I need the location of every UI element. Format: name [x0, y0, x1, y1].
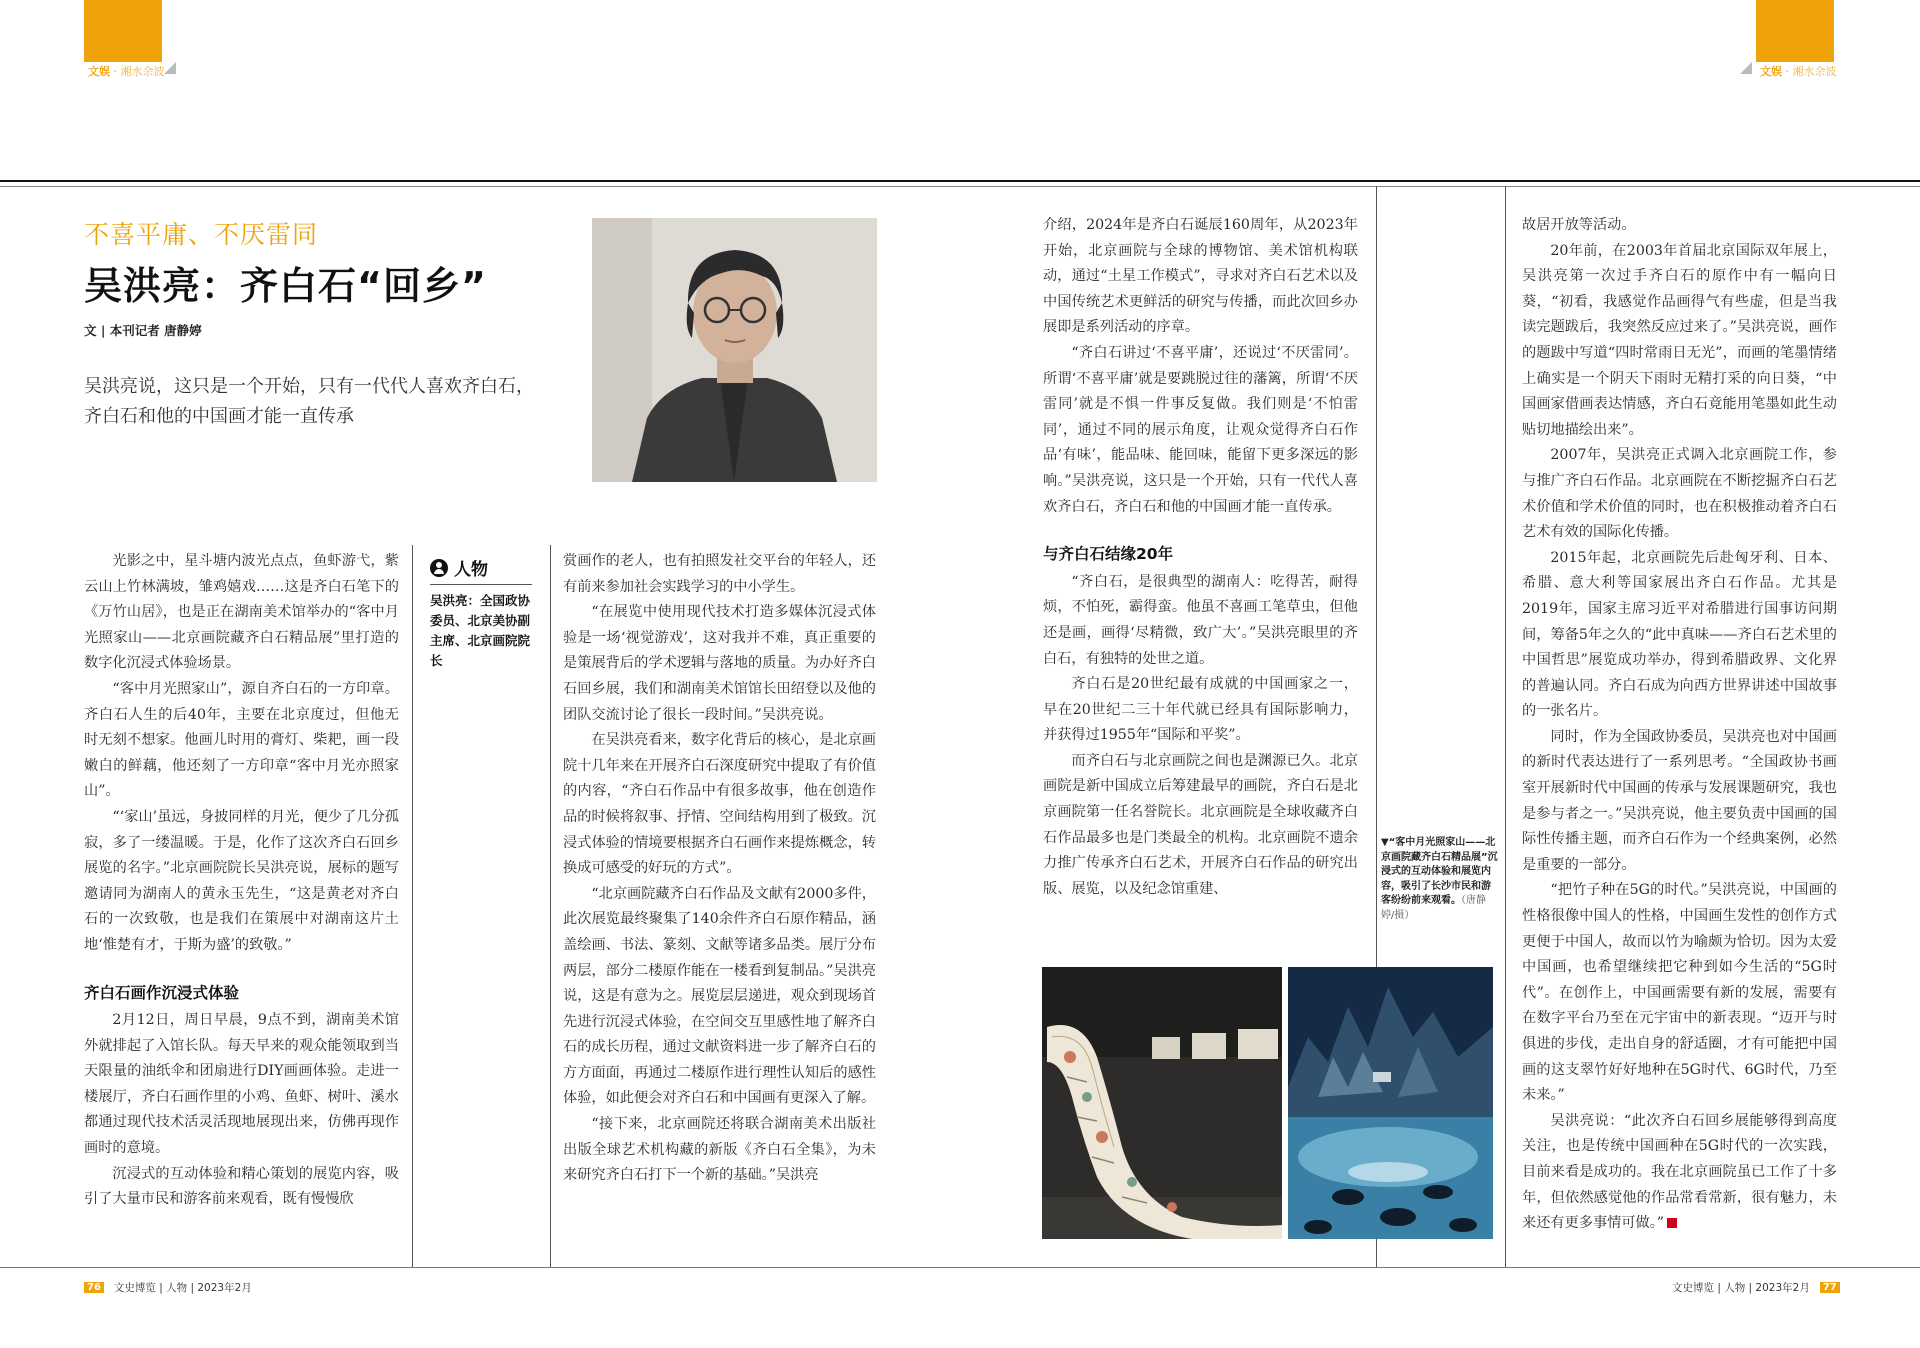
- article-title: 吴洪亮：齐白石“回乡”: [84, 264, 487, 308]
- article-column-2: [563, 549, 876, 1189]
- article-kicker: 不喜平庸、不厌雷同: [84, 220, 319, 249]
- person-icon: [430, 559, 448, 577]
- exhibition-photo-scroll: [1042, 967, 1282, 1239]
- header-tab-left: [84, 0, 162, 62]
- paragraph: “‘家山’虽远，身披同样的月光，便少了几分孤寂，多了一缕温暖。于是，化作了这次齐白石回乡展览的名字。”北京画院院长吴洪亮说，展标的题写邀请同为湖南人的黄永玉先生，“这是黄老对齐白石的一次致敬，也是我们在策展中对湖南这片土地‘惟楚有才，于斯为盛’的致敬。”: [84, 808, 399, 953]
- article-column-4: [1522, 213, 1837, 1237]
- paragraph: “齐白石，是很典型的湖南人：吃得苦，耐得烦，不怕死，霸得蛮。他虽不喜画工笔草虫，但他还是画，画得‘尽精微，致广大’。”吴洪亮眼里的齐白石，有独特的处世之道。: [1043, 573, 1358, 667]
- sidebar-heading: 人物: [454, 560, 488, 580]
- paragraph: 故居开放等活动。: [1522, 217, 1636, 233]
- footer-right: [1672, 1280, 1840, 1295]
- paragraph: 赏画作的老人，也有拍照发社交平台的年轻人，还有前来参加社会实践学习的中小学生。: [563, 553, 876, 595]
- paragraph: “客中月光照家山”，源自齐白石的一方印章。齐白石人生的后40年，主要在北京度过，但他无时无刻不想家。他画儿时用的膏灯、柴耙，画一段嫩白的鲜藕，他还刻了一方印章“客中月光亦照家山”。: [84, 680, 399, 800]
- footer-text-left: 文史博览 | 人物 | 2023年2月: [113, 1282, 252, 1294]
- sidebar-text: 吴洪亮：全国政协委员、北京美协副主席、北京画院院长: [430, 593, 531, 668]
- divider-2: [550, 545, 551, 1267]
- exhibition-photo-immersive: [1288, 967, 1493, 1239]
- header-tab-right: [1756, 0, 1834, 62]
- paragraph: 2015年起，北京画院先后赴匈牙利、日本、希腊、意大利等国家展出齐白石作品。尤其是2019年，国家主席习近平对希腊进行国事访问期间，筹备5年之久的“此中真味——齐白石艺术里的中国哲思”展览成功举办，得到希腊政界、文化界的普遍认同。齐白石成为向西方世界讲述中国故事的一张名片。: [1522, 549, 1837, 720]
- paragraph: 吴洪亮说：“此次齐白石回乡展能够得到高度关注，也是传统中国画种在5G时代的一次实践，目前来看是成功的。我在北京画院虽已工作了十多年，但依然感觉他的作品常看常新，很有魅力，未来还有更多事情可做。”: [1522, 1112, 1837, 1232]
- end-mark-icon: [1667, 1218, 1677, 1228]
- header-section-right: 文娱 · 湘水余波: [1760, 65, 1837, 78]
- footer-left: [84, 1280, 252, 1295]
- paragraph: 沉浸式的互动体验和精心策划的展览内容，吸引了大量市民和游客前来观看，既有慢慢欣: [84, 1165, 399, 1208]
- top-rule-thin: [0, 186, 1920, 187]
- article-column-3: [1043, 213, 1358, 902]
- paragraph: “北京画院藏齐白石作品及文献有2000多件，此次展览最终聚集了140余件齐白石原作精品，涵盖绘画、书法、篆刻、文献等诸多品类。展厅分布两层，部分二楼原作能在一楼看到复制品。”吴洪亮说，这是有意为之。展览层层递进，观众到现场首先进行沉浸式体验，在空间交互里感性地了解齐白石的成长历程，通过文献资料进一步了解齐白石的方方面面，再通过二楼原作进行理性认知后的感性体验，如此便会对齐白石和中国画有更深入了解。: [563, 885, 876, 1107]
- divider-4: [1505, 186, 1506, 1267]
- paragraph: 介绍，2024年是齐白石诞辰160周年，从2023年开始，北京画院与全球的博物馆、美术馆机构联动，通过“土星工作模式”，寻求对齐白石艺术以及中国传统艺术更鲜活的研究与传播，而此次回乡办展即是系列活动的序章。: [1043, 217, 1358, 336]
- header-fold-left: [164, 62, 176, 74]
- header-section-left: 文娱 · 湘水余波: [88, 65, 165, 78]
- bottom-rule: [0, 1267, 1920, 1268]
- section-heading: 与齐白石结缘20年: [1043, 545, 1174, 564]
- section-heading: 齐白石画作沉浸式体验: [84, 983, 240, 1002]
- article-byline: 文 | 本刊记者 唐静婷: [84, 323, 202, 338]
- paragraph: 20年前，在2003年首届北京国际双年展上，吴洪亮第一次过手齐白石的原作中有一幅向日葵，“初看，我感觉作品画得气有些虚，但是当我读完题跋后，我突然反应过来了。”吴洪亮说，画作的题跋中写道“四时常雨日无光”，而画的笔墨情绪上确实是一个阴天下雨时无精打采的向日葵，“中国画家借画表达情感，齐白石竟能用笔墨如此生动贴切地描绘出来”。: [1522, 242, 1837, 438]
- paragraph: 2月12日，周日早晨，9点不到，湖南美术馆外就排起了入馆长队。每天早来的观众能领取到当天限量的油纸伞和团扇进行DIY画画体验。走进一楼展厅，齐白石画作里的小鸡、鱼虾、树叶、溪水都通过现代技术活灵活现地展现出来，仿佛再现作画时的意境。: [84, 1012, 399, 1157]
- paragraph: 同时，作为全国政协委员，吴洪亮也对中国画的新时代表达进行了一系列思考。“全国政协书画室开展新时代中国画的传承与发展课题研究，我也是参与者之一。”吴洪亮说，他主要负责中国画的国际性传播主题，而齐白石作为一个经典案例，必然是重要的一部分。: [1522, 728, 1837, 873]
- paragraph: “齐白石讲过‘不喜平庸’，还说过‘不厌雷同’。所谓‘不喜平庸’就是要跳脱过往的藩篱，所谓‘不厌雷同’就是不惧一件事反复做。我们则是‘不怕雷同’，通过不同的展示角度，让观众觉得齐白石作品‘有味’，能品味、能回味，能留下更多深远的影响。”吴洪亮说，这只是一个开始，只有一代代人喜欢齐白石，齐白石和他的中国画才能一直传承。: [1043, 344, 1358, 515]
- person-sidebar: [430, 555, 532, 671]
- paragraph: “在展览中使用现代技术打造多媒体沉浸式体验是一场‘视觉游戏’，这对我并不难，真正重要的是策展背后的学术逻辑与落地的质量。为办好齐白石回乡展，我们和湖南美术馆馆长田绍登以及他的团队交流讨论了很长一段时间。”吴洪亮说。: [563, 604, 876, 723]
- paragraph: 在吴洪亮看来，数字化背后的核心，是北京画院十几年来在开展齐白石深度研究中提取了有价值的内容，“齐白石作品中有很多故事，他在创造作品的时候将叙事、抒情、空间结构用到了极致。沉浸式体验的情境要根据齐白石画作来提炼概念，转换成可感受的好玩的方式”。: [563, 732, 876, 877]
- photo-caption: ▼“客中月光照家山——北京画院藏齐白石精品展”沉浸式的互动体验和展览内容，吸引了长沙市民和游客纷纷前来观看。（唐静婷/摄）: [1381, 837, 1498, 921]
- paragraph: 光影之中，星斗塘内波光点点，鱼虾游弋，紫云山上竹林满坡，雏鸡嬉戏……这是齐白石笔下的《万竹山居》，也是正在湖南美术馆举办的“客中月光照家山——北京画院藏齐白石精品展”里打造的数字化沉浸式体验场景。: [84, 553, 399, 672]
- divider-1: [412, 545, 413, 1267]
- footer-text-right: 文史博览 | 人物 | 2023年2月: [1672, 1282, 1810, 1294]
- article-lead: 吴洪亮说，这只是一个开始，只有一代代人喜欢齐白石，齐白石和他的中国画才能一直传承: [84, 376, 534, 427]
- paragraph: 齐白石是20世纪最有成就的中国画家之一，早在20世纪二三十年代就已经具有国际影响力，并获得过1955年“国际和平奖”。: [1043, 676, 1358, 744]
- top-rule: [0, 180, 1920, 182]
- portrait-photo: [592, 218, 877, 482]
- photo-credit: （唐静婷/摄）: [1381, 895, 1486, 921]
- page-number-right: 77: [1820, 1282, 1840, 1293]
- article-column-1: [84, 549, 399, 1213]
- paragraph: “接下来，北京画院还将联合湖南美术出版社出版全球艺术机构藏的新版《齐白石全集》，为未来研究齐白石打下一个新的基础。”吴洪亮: [563, 1116, 876, 1184]
- paragraph: 2007年，吴洪亮正式调入北京画院工作，参与推广齐白石作品。北京画院在不断挖掘齐白石艺术价值和学术价值的同时，也在积极推动着齐白石艺术有效的国际化传播。: [1522, 447, 1837, 541]
- paragraph: “把竹子种在5G的时代。”吴洪亮说，中国画的性格很像中国人的性格，中国画生发性的创作方式更便于中国人，故而以竹为喻颇为恰切。因为太爱中国画，也希望继续把它种到如今生活的“5G时代”。在创作上，中国画需要有新的发展，需要有在数字平台乃至在元宇宙中的新表现。“迈开与时俱进的步伐，走出自身的舒适圈，才有可能把中国画的这支翠竹好好地种在5G时代、6G时代，乃至未来。”: [1522, 882, 1837, 1104]
- paragraph: 而齐白石与北京画院之间也是渊源已久。北京画院是新中国成立后筹建最早的画院，齐白石是北京画院第一任名誉院长。北京画院是全球收藏齐白石作品最多也是门类最全的机构。北京画院不遗余力推广传承齐白石艺术，开展齐白石作品的研究出版、展览，以及纪念馆重建、: [1043, 752, 1358, 897]
- header-fold-right: [1740, 62, 1752, 74]
- page-number-left: 76: [84, 1282, 104, 1293]
